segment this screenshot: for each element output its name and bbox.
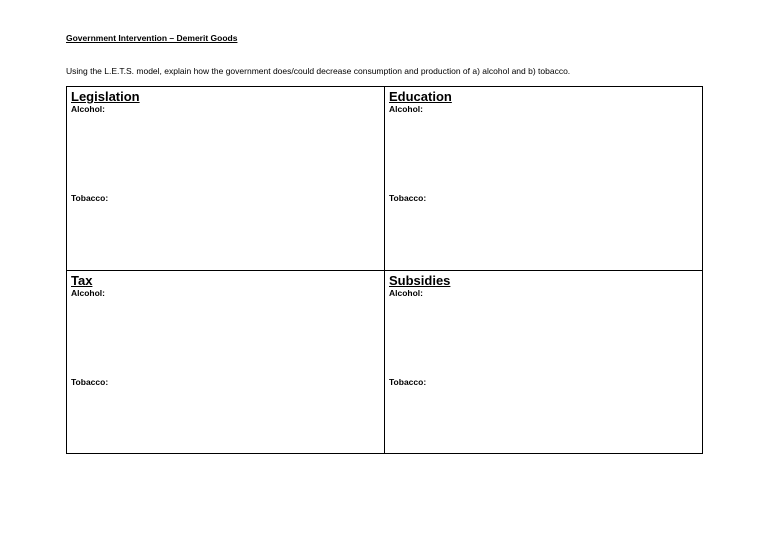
- legislation-alcohol-label: Alcohol:: [71, 104, 105, 114]
- subsidies-tobacco-label: Tobacco:: [389, 377, 427, 387]
- education-heading: Education: [389, 89, 452, 104]
- lets-model-grid: [66, 86, 703, 454]
- education-cell: [385, 87, 702, 271]
- legislation-heading: Legislation: [71, 89, 140, 104]
- legislation-tobacco-label: Tobacco:: [71, 193, 109, 203]
- education-alcohol-label: Alcohol:: [389, 104, 423, 114]
- tax-heading: Tax: [71, 273, 93, 288]
- subsidies-alcohol-label: Alcohol:: [389, 288, 423, 298]
- education-tobacco-label: Tobacco:: [389, 193, 427, 203]
- legislation-cell: [67, 87, 385, 271]
- instructions-text: Using the L.E.T.S. model, explain how the government does/could decrease consumption and production of a) alcohol and b) tobacco.: [66, 66, 571, 76]
- tax-tobacco-label: Tobacco:: [71, 377, 109, 387]
- subsidies-cell: [385, 271, 702, 453]
- tax-alcohol-label: Alcohol:: [71, 288, 105, 298]
- tax-cell: [67, 271, 385, 453]
- subsidies-heading: Subsidies: [389, 273, 451, 288]
- page-title: Government Intervention – Demerit Goods: [66, 33, 238, 43]
